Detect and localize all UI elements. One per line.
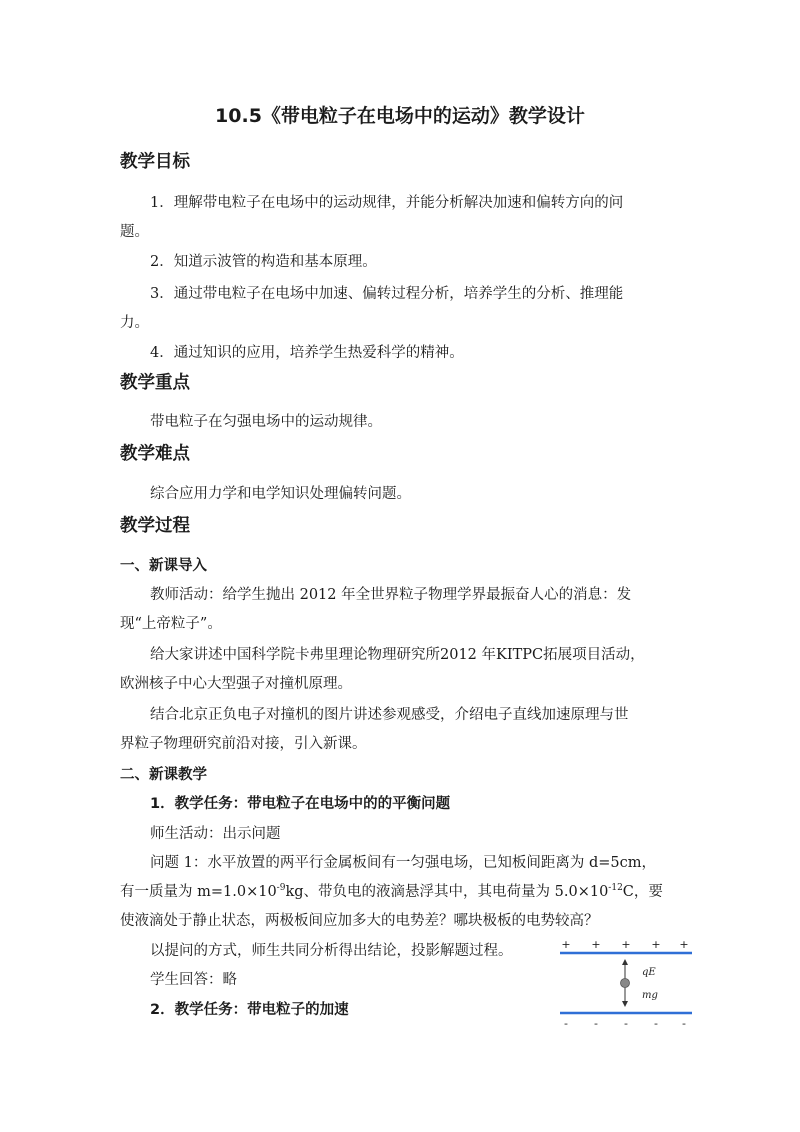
intro-p1-line-1: 教师活动：给学生抛出 2012 年全世界粒子物理学界最振奋人心的消息：发	[150, 587, 632, 603]
heading-teaching-process: 教学过程	[120, 516, 190, 536]
goal-1-line-2: 题。	[120, 224, 149, 240]
parallel-plates-diagram	[558, 938, 694, 1030]
goal-3-line-1: 3．通过带电粒子在电场中加速、偏转过程分析，培养学生的分析、推理能	[150, 286, 624, 302]
positive-sign: +	[561, 938, 571, 951]
positive-sign: +	[621, 938, 631, 951]
label-mg: mg	[642, 990, 658, 1001]
intro-p3-line-1: 结合北京正负电子对撞机的图片讲述参观感受，介绍电子直线加速原理与世	[150, 707, 629, 723]
positive-sign: +	[591, 938, 601, 951]
arrow-up-icon	[622, 959, 628, 965]
goal-2: 2．知道示波管的构造和基本原理。	[150, 254, 377, 270]
question-1-line-1: 问题 1：水平放置的两平行金属板间有一匀强电场，已知板间距离为 d=5cm，	[150, 855, 656, 871]
intro-p2-line-2: 欧洲核子中心大型强子对撞机原理。	[120, 676, 352, 692]
question-1-line-2-part-c: C，要	[622, 884, 663, 900]
document-title: 10.5《带电粒子在电场中的运动》教学设计	[215, 105, 585, 127]
activity-text: 师生活动：出示问题	[150, 826, 281, 842]
question-1-line-2	[120, 880, 663, 901]
goal-4: 4．通过知识的应用，培养学生热爱科学的精神。	[150, 345, 464, 361]
exponent-mass: -9	[276, 883, 286, 893]
negative-sign: -	[654, 1017, 658, 1030]
key-points-text: 带电粒子在匀强电场中的运动规律。	[150, 414, 382, 430]
intro-p2-line-1: 给大家讲述中国科学院卡弗里理论物理研究所2012 年KITPC拓展项目活动，	[150, 647, 645, 663]
task-1-heading: 1．教学任务：带电粒子在电场中的的平衡问题	[150, 796, 451, 812]
negative-sign: -	[594, 1017, 598, 1030]
positive-sign: +	[679, 938, 689, 951]
task-2-heading: 2．教学任务：带电粒子的加速	[150, 1002, 349, 1018]
heading-teaching-goals: 教学目标	[120, 152, 190, 172]
difficulties-text: 综合应用力学和电学知识处理偏转问题。	[150, 486, 411, 502]
exponent-charge: -12	[608, 883, 623, 893]
question-1-line-2-part-b: kg、带负电的液滴悬浮其中，其电荷量为 5.0×10	[285, 884, 609, 900]
discussion-text: 以提问的方式，师生共同分析得出结论，投影解题过程。	[150, 943, 513, 959]
intro-p1-line-2: 现“上帝粒子”。	[120, 616, 222, 632]
charged-droplet	[621, 979, 630, 988]
question-1-line-3: 使液滴处于静止状态，两极板间应加多大的电势差？哪块极板的电势较高？	[120, 913, 599, 929]
positive-sign: +	[651, 938, 661, 951]
question-1-line-2-part-a: 有一质量为 m=1.0×10	[120, 884, 277, 900]
negative-sign: -	[564, 1017, 568, 1030]
heading-new-lesson-teaching: 二、新课教学	[120, 767, 207, 783]
negative-sign: -	[682, 1017, 686, 1030]
student-answer: 学生回答：略	[150, 972, 237, 988]
negative-sign: -	[624, 1017, 628, 1030]
heading-key-points: 教学重点	[120, 373, 190, 393]
heading-difficulties: 教学难点	[120, 444, 190, 464]
heading-new-lesson-intro: 一、新课导入	[120, 558, 207, 574]
arrow-down-icon	[622, 1001, 628, 1007]
goal-1-line-1: 1．理解带电粒子在电场中的运动规律，并能分析解决加速和偏转方向的问	[150, 195, 624, 211]
intro-p3-line-2: 界粒子物理研究前沿对接，引入新课。	[120, 736, 367, 752]
label-qE: qE	[642, 967, 656, 978]
goal-3-line-2: 力。	[120, 315, 149, 331]
